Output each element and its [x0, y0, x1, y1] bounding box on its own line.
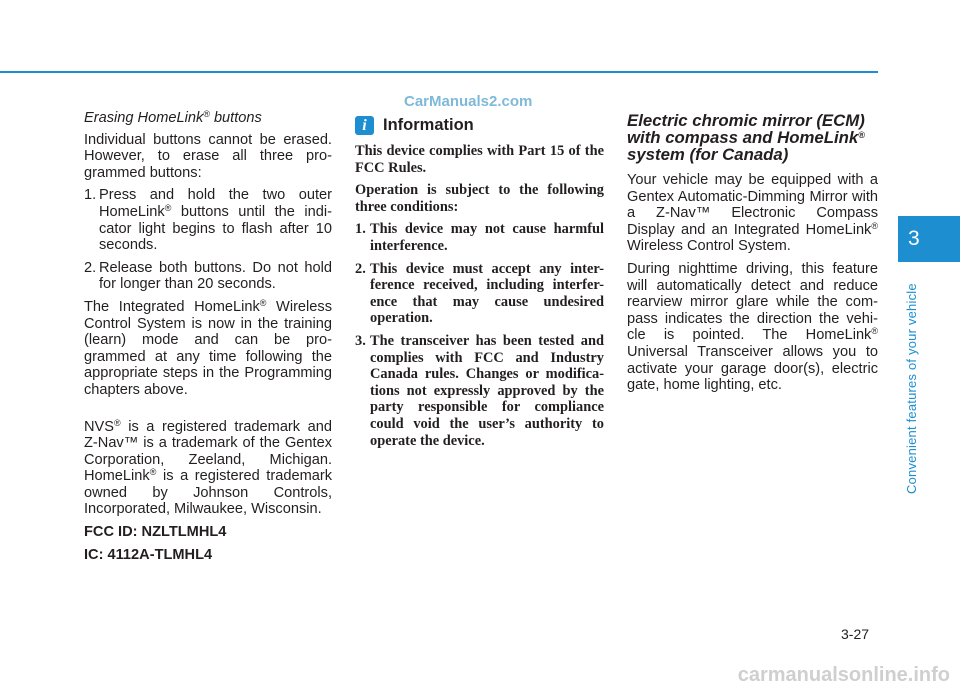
registered-mark: ® — [259, 297, 267, 308]
column-information — [355, 110, 604, 455]
step-text: Press and hold the two outer HomeLink — [99, 187, 332, 220]
text: NVS — [84, 418, 115, 435]
fcc-id: FCC ID: NZLTLMHL4 — [84, 524, 227, 541]
information-header — [355, 116, 604, 135]
paragraph-intro: Individual buttons cannot be erased. However, to erase all three pro-grammed buttons: — [84, 131, 332, 181]
registered-mark: ® — [871, 220, 878, 231]
paragraph-night-driving — [627, 261, 878, 394]
chapter-title: Convenient features of your vehicle — [904, 283, 919, 494]
item-text: The transceiver has been tested and complies with FCC and Industry Canada rules. Changes or modifica-tions not expressly approved by the party responsible for compliance could void the user’s authority to operate the device. — [370, 332, 604, 449]
item-text: This device must accept any inter-ference received, including interfer-ence that may cause undesired operation. — [370, 260, 604, 327]
page-number: 3-27 — [841, 626, 870, 642]
watermark-bottom: carmanualsonline.info — [737, 664, 950, 686]
heading-text: system (for Canada) — [627, 145, 789, 164]
column-ecm-mirror — [627, 112, 878, 400]
conditions-list — [355, 221, 604, 449]
info-paragraph-1: This device complies with Part 15 of the FCC Rules. — [355, 143, 604, 176]
registered-mark: ® — [149, 467, 157, 478]
text: is a registered trademark and Z-Nav™ is a trademark of the Gentex Corporation, Zeeland, Michigan. HomeLink — [84, 418, 332, 485]
text: During nighttime driving, this feature will automatically detect and reduce rearview mirror glare while the com-pass indicates the direction the vehi-cle is pointed. The HomeLink — [627, 260, 878, 344]
paragraph-trademarks — [84, 419, 332, 519]
text: Wireless Control System is now in the training (learn) mode and can be pro-grammed at any time following the appropriate steps in the Programming chapters above. — [84, 298, 332, 398]
step-text: buttons until the indi-cator light begins to flash after 10 seconds. — [99, 203, 332, 254]
paragraph-training-mode — [84, 299, 332, 399]
list-item — [355, 261, 604, 327]
text: Universal Transceiver allows you to activate your garage door(s), electric gate, home lighting, etc. — [627, 343, 878, 394]
spacer — [84, 405, 332, 419]
registered-mark: ® — [858, 130, 865, 140]
chapter-tab: 3 — [898, 216, 960, 262]
registered-mark: ® — [114, 417, 121, 428]
step-number: 2. — [84, 259, 97, 276]
item-number: 2. — [355, 260, 366, 277]
step-text: Release both buttons. Do not hold for longer than 20 seconds. — [99, 259, 332, 293]
info-icon: i — [355, 116, 374, 135]
item-number: 3. — [355, 332, 366, 349]
text: Wireless Control System. — [627, 238, 791, 255]
text: Your vehicle may be equipped with a Gentex Automatic-Dimming Mirror with a Z-Nav™ Electronic Compass Display and an Integrated HomeLink — [627, 172, 878, 238]
text: The Integrated HomeLink — [84, 298, 260, 315]
step-number: 1. — [84, 187, 97, 204]
column-erasing-homelink — [84, 110, 332, 569]
section-heading-ecm — [627, 112, 878, 163]
header-rule — [0, 71, 878, 73]
section-heading-erasing — [84, 110, 332, 127]
item-number: 1. — [355, 221, 366, 238]
list-item — [355, 333, 604, 449]
heading-text: Erasing HomeLink — [84, 110, 204, 126]
list-item — [355, 221, 604, 254]
ic-id: IC: 4112A-TLMHL4 — [84, 546, 213, 563]
heading-suffix: buttons — [209, 110, 262, 126]
info-paragraph-2: Operation is subject to the following three conditions: — [355, 182, 604, 215]
registered-mark: ® — [164, 202, 172, 213]
list-item — [84, 260, 332, 293]
list-item — [84, 187, 332, 253]
heading-text: Electric chromic mirror (ECM) with compass and HomeLink — [627, 111, 865, 147]
item-text: This device may not cause harmful interference. — [370, 221, 604, 254]
registered-mark: ® — [871, 326, 878, 337]
text: is a registered trademark owned by Johnson Controls, Incorporated, Milwaukee, Wisconsin. — [84, 468, 332, 518]
steps-list — [84, 187, 332, 293]
paragraph-equipment — [627, 172, 878, 255]
registered-mark: ® — [203, 109, 210, 119]
information-title: Information — [383, 116, 474, 134]
watermark-top: CarManuals2.com — [404, 93, 533, 110]
